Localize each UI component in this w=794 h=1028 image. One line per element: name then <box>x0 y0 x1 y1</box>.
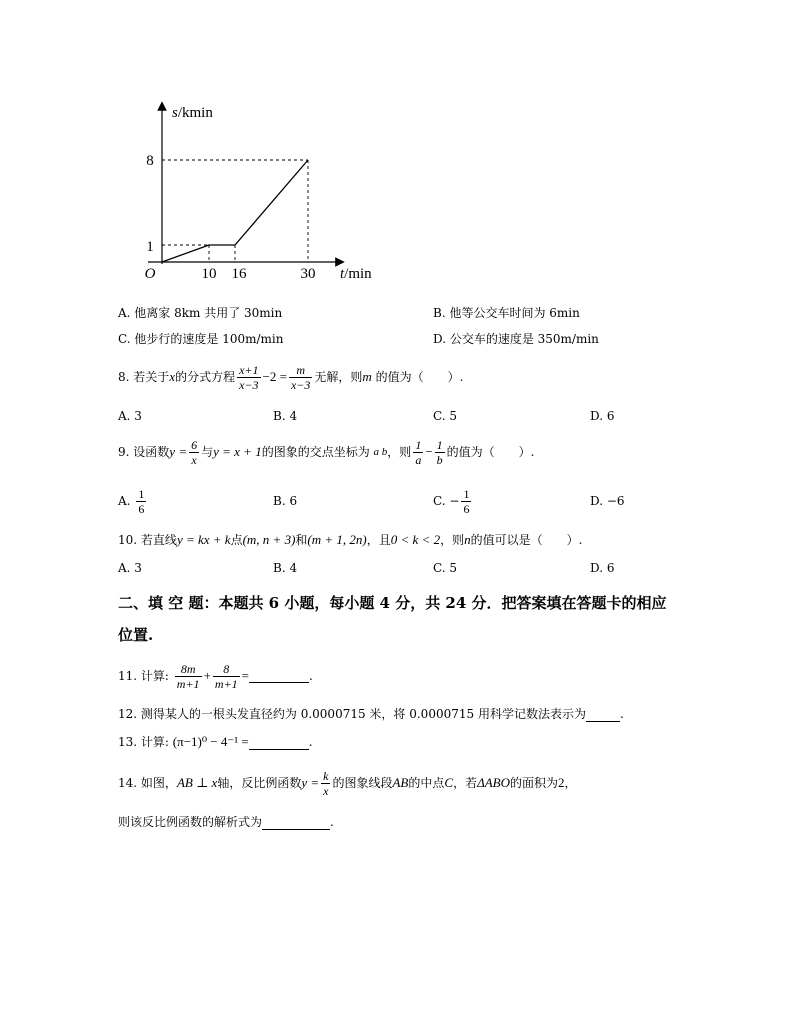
q9-option-b: B. 6 <box>273 494 298 508</box>
q9-option-c: C. − $\frac{1}{6}$ <box>433 486 470 516</box>
question-13: 13. 计算: (π−1)⁰ − 4⁻¹ = . <box>118 734 313 749</box>
question-10: 10. 若直线 y = kx + k 点 (m, n + 3) 和 (m + 1, 2n) ，且 0 < k < 2 ，则 n 的值可以是（ ）. <box>118 532 583 547</box>
q12-answer-blank[interactable] <box>586 709 620 722</box>
y-tick-1: 1 <box>146 239 154 255</box>
q7-option-b: B. 他等公交车时间为 6min <box>433 306 580 320</box>
y-axis-label: s/kmin <box>172 105 213 121</box>
q7-option-c: C. 他步行的速度是 100m/min <box>118 332 284 346</box>
q9-fraction-1b: $\frac{1}{b}$ <box>436 437 443 467</box>
x-tick-16: 16 <box>231 266 247 282</box>
q11-fraction-2: $\frac{8}{m+1}$ <box>214 661 238 691</box>
question-14: 14. 如图， AB ⊥ x 轴，反比例函数 y = $\frac{k}{x}$ 的图象线段 AB 的中点 C ，若 ΔABO 的面积为 2 ， <box>118 768 577 798</box>
x-axis-label: t/min <box>340 266 372 282</box>
q8-option-d: D. 6 <box>590 409 615 423</box>
q8-option-c: C. 5 <box>433 409 458 423</box>
q8-option-b: B. 4 <box>273 409 298 423</box>
q8-option-a: A. 3 <box>118 409 142 423</box>
q10-option-d: D. 6 <box>590 561 615 575</box>
x-tick-10: 10 <box>201 266 217 282</box>
y-tick-8: 8 <box>146 153 154 169</box>
distance-time-graph <box>118 96 388 286</box>
q7-option-a: A. 他离家 8km 共用了 30min <box>118 306 283 320</box>
question-8: 8. 若关于 x 的分式方程 $\frac{x+1}{x-3}$ −2 = $\frac{m}{x-3}$ 无解，则 m 的值为（ ）. <box>118 362 464 392</box>
q10-option-a: A. 3 <box>118 561 142 575</box>
q7-option-d: D. 公交车的速度是 350m/min <box>433 332 599 346</box>
section-2-heading: 二、填 空 题：本题共 6 小题，每小题 4 分，共 24 分．把答案填在答题卡的相应 <box>118 594 667 612</box>
q11-fraction-1: $\frac{8m}{m+1}$ <box>176 661 200 691</box>
question-11: 11. 计算: $\frac{8m}{m+1}$ + $\frac{8}{m+1}$ = . <box>118 661 313 691</box>
origin-label: O <box>144 266 156 282</box>
question-9: 9. 设函数 y = $\frac{6}{x}$ 与 y = x + 1 的图象的交点坐标为 a b ，则 $\frac{1}{a}$ − $\frac{1}{b}$ 的值为（ ）. <box>118 437 535 467</box>
question-12: 12. 测得某人的一根头发直径约为 0.0000715 米，将 0.0000715 用科学记数法表示为 . <box>118 707 624 721</box>
section-2-heading-cont: 位置. <box>118 626 154 644</box>
q9-option-a: A. $\frac{1}{6}$ <box>118 486 145 516</box>
q9-fraction-1a: $\frac{1}{a}$ <box>415 437 422 467</box>
q9-fraction-6x: $\frac{6}{x}$ <box>191 437 198 467</box>
q10-option-c: C. 5 <box>433 561 458 575</box>
q13-answer-blank[interactable] <box>249 737 309 750</box>
q10-option-b: B. 4 <box>273 561 298 575</box>
q11-answer-blank[interactable] <box>249 670 309 683</box>
x-tick-30: 30 <box>300 266 316 282</box>
q8-fraction-1: $\frac{x+1}{x-3}$ <box>239 362 259 392</box>
q8-fraction-2: $\frac{m}{x-3}$ <box>290 362 311 392</box>
q14-answer-blank[interactable] <box>262 817 330 830</box>
q14-fraction-kx: $\frac{k}{x}$ <box>323 768 329 798</box>
q9-option-d: D. −6 <box>590 494 625 508</box>
question-14-line2: 则该反比例函数的解析式为 . <box>118 815 334 829</box>
